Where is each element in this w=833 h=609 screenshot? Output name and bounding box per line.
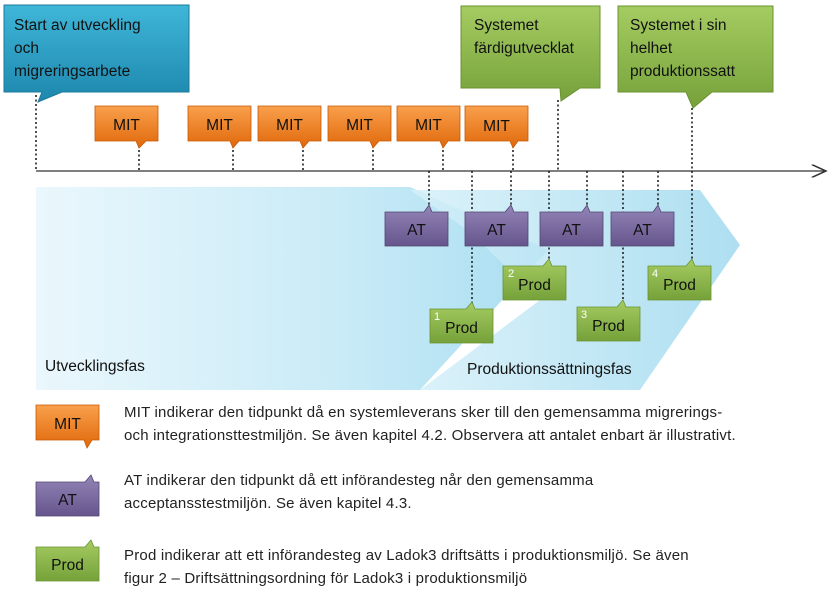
legend-at-badge xyxy=(36,475,99,516)
legend-mit-description xyxy=(124,401,824,447)
mit-marker xyxy=(188,106,251,148)
mit-marker xyxy=(95,106,158,148)
callout-production-line: Systemet i sin helhet produktionssatt xyxy=(630,17,736,80)
svg-text:1: 1 xyxy=(434,311,441,323)
svg-text:MIT: MIT xyxy=(276,117,303,134)
svg-text:MIT: MIT xyxy=(113,117,140,134)
svg-text:AT: AT xyxy=(487,222,506,239)
svg-text:Prod: Prod xyxy=(663,277,696,294)
mit-marker xyxy=(258,106,321,148)
svg-text:AT: AT xyxy=(562,222,581,239)
callout-complete-line: Systemet färdigutvecklat xyxy=(474,17,574,57)
legend-at-line: AT indikerar den tidpunkt då ett införandesteg når den gemensamma xyxy=(124,472,594,489)
svg-text:MIT: MIT xyxy=(415,117,442,134)
svg-text:Prod: Prod xyxy=(51,557,84,574)
legend-prod-badge xyxy=(36,540,99,581)
legend-mit-badge xyxy=(36,405,99,448)
legend-mit-line: MIT indikerar den tidpunkt då en systemleverans sker till den gemensamma migrerings- xyxy=(124,404,723,421)
svg-text:MIT: MIT xyxy=(483,118,510,135)
svg-text:MIT: MIT xyxy=(206,117,233,134)
svg-text:MIT: MIT xyxy=(346,117,373,134)
svg-text:Prod: Prod xyxy=(445,320,478,337)
callout-start-line: Start av utveckling och migreringsarbete xyxy=(14,17,141,80)
legend-prod-line: figur 2 – Driftsättningsordning för Ladok3 i produktionsmiljö xyxy=(124,570,528,587)
callout-start xyxy=(4,5,189,102)
legend-mit-line: och integrationsttestmiljön. Se även kapitel 4.2. Observera att antalet enbart är illustrativt. xyxy=(124,427,736,444)
mit-marker xyxy=(465,106,528,148)
svg-text:Prod: Prod xyxy=(518,277,551,294)
svg-text:4: 4 xyxy=(652,268,659,280)
callout-system-complete xyxy=(461,6,600,101)
mit-marker xyxy=(328,106,391,148)
legend-at-line: acceptansstestmiljön. Se även kapitel 4.3. xyxy=(124,495,412,512)
mit-markers xyxy=(95,106,528,148)
legend-at-description xyxy=(124,469,824,515)
svg-text:2: 2 xyxy=(508,268,515,280)
phase-label-development: Utvecklingsfas xyxy=(45,358,145,375)
phase-label-production: Produktionssättningsfas xyxy=(467,361,632,378)
mit-marker xyxy=(397,106,460,148)
svg-text:AT: AT xyxy=(407,222,426,239)
legend-prod-description xyxy=(124,544,824,590)
svg-text:AT: AT xyxy=(58,492,77,509)
legend-prod-line: Prod indikerar att ett införandesteg av Ladok3 driftsätts i produktionsmiljö. Se även xyxy=(124,547,689,564)
svg-text:MIT: MIT xyxy=(54,416,81,433)
svg-text:AT: AT xyxy=(633,222,652,239)
callout-system-production xyxy=(618,6,773,108)
svg-text:3: 3 xyxy=(581,309,588,321)
svg-text:Prod: Prod xyxy=(592,318,625,335)
